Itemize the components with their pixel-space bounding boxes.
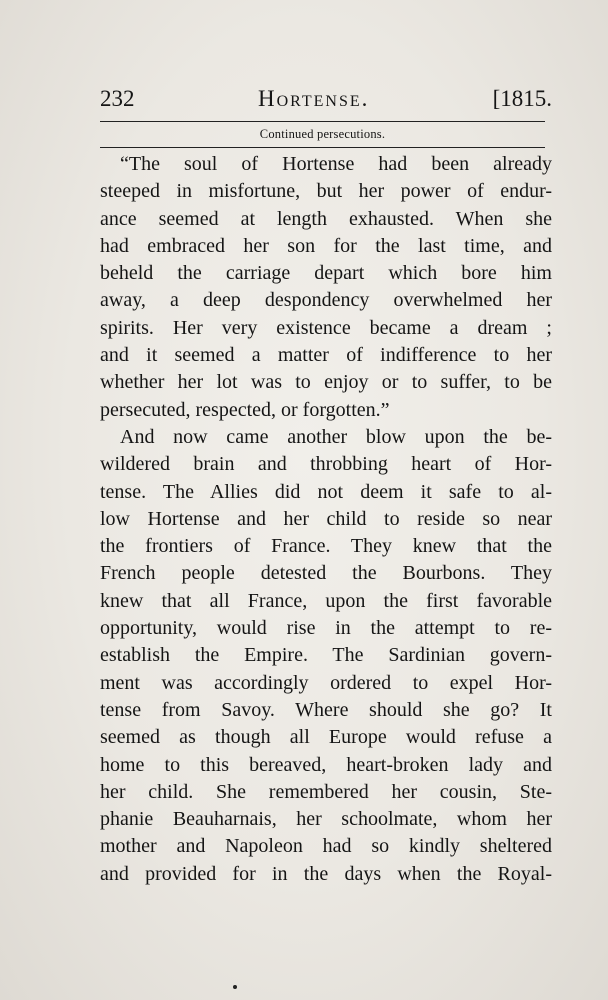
ink-speck — [233, 985, 237, 989]
text-line: away, a deep despondency overwhelmed her — [100, 289, 552, 312]
page-number: 232 — [100, 86, 135, 111]
text-line: seemed as though all Europe would refuse a — [100, 726, 552, 749]
text-line: persecuted, respected, or forgotten.” — [100, 398, 390, 421]
body-text — [100, 151, 552, 888]
running-title: Hortense. — [258, 86, 370, 111]
text-line: tense. The Allies did not deem it safe to al- — [100, 480, 552, 503]
text-line: phanie Beauharnais, her schoolmate, whom her — [100, 808, 552, 831]
text-line: and it seemed a matter of indifference to her — [100, 344, 552, 367]
text-line: French people detested the Bourbons. They — [100, 562, 552, 585]
text-line: ment was accordingly ordered to expel Hor- — [100, 671, 552, 694]
text-line: “The soul of Hortense had been already — [120, 153, 552, 175]
text-line: whether her lot was to enjoy or to suffer, to be — [100, 371, 552, 394]
text-line: mother and Napoleon had so kindly sheltered — [100, 835, 552, 858]
section-heading: Continued persecutions. — [259, 127, 386, 141]
text-line: low Hortense and her child to reside so near — [100, 507, 552, 530]
text-line: opportunity, would rise in the attempt to re- — [100, 617, 552, 640]
header-rule-top — [100, 121, 545, 122]
text-line: ance seemed at length exhausted. When she — [100, 207, 552, 230]
text-line: spirits. Her very existence became a dream ; — [100, 316, 552, 339]
header-rule-bottom — [100, 147, 545, 148]
text-line: wildered brain and throbbing heart of Hor- — [100, 453, 552, 476]
text-line: had embraced her son for the last time, and — [100, 234, 552, 257]
text-line: home to this bereaved, heart-broken lady and — [100, 753, 552, 776]
text-line: beheld the carriage depart which bore him — [100, 262, 552, 285]
text-line: her child. She remembered her cousin, Ste- — [100, 780, 552, 803]
text-line: steeped in misfortune, but her power of endur- — [100, 180, 552, 203]
running-header — [100, 84, 552, 118]
text-line: tense from Savoy. Where should she go? It — [100, 698, 552, 721]
header-year: [1815. — [492, 86, 552, 111]
text-line: establish the Empire. The Sardinian govern- — [100, 644, 552, 667]
text-line: and provided for in the days when the Royal- — [100, 862, 552, 885]
text-line: knew that all France, upon the first favorable — [100, 589, 552, 612]
text-line: the frontiers of France. They knew that the — [100, 535, 552, 558]
text-line: And now came another blow upon the be- — [120, 425, 552, 448]
